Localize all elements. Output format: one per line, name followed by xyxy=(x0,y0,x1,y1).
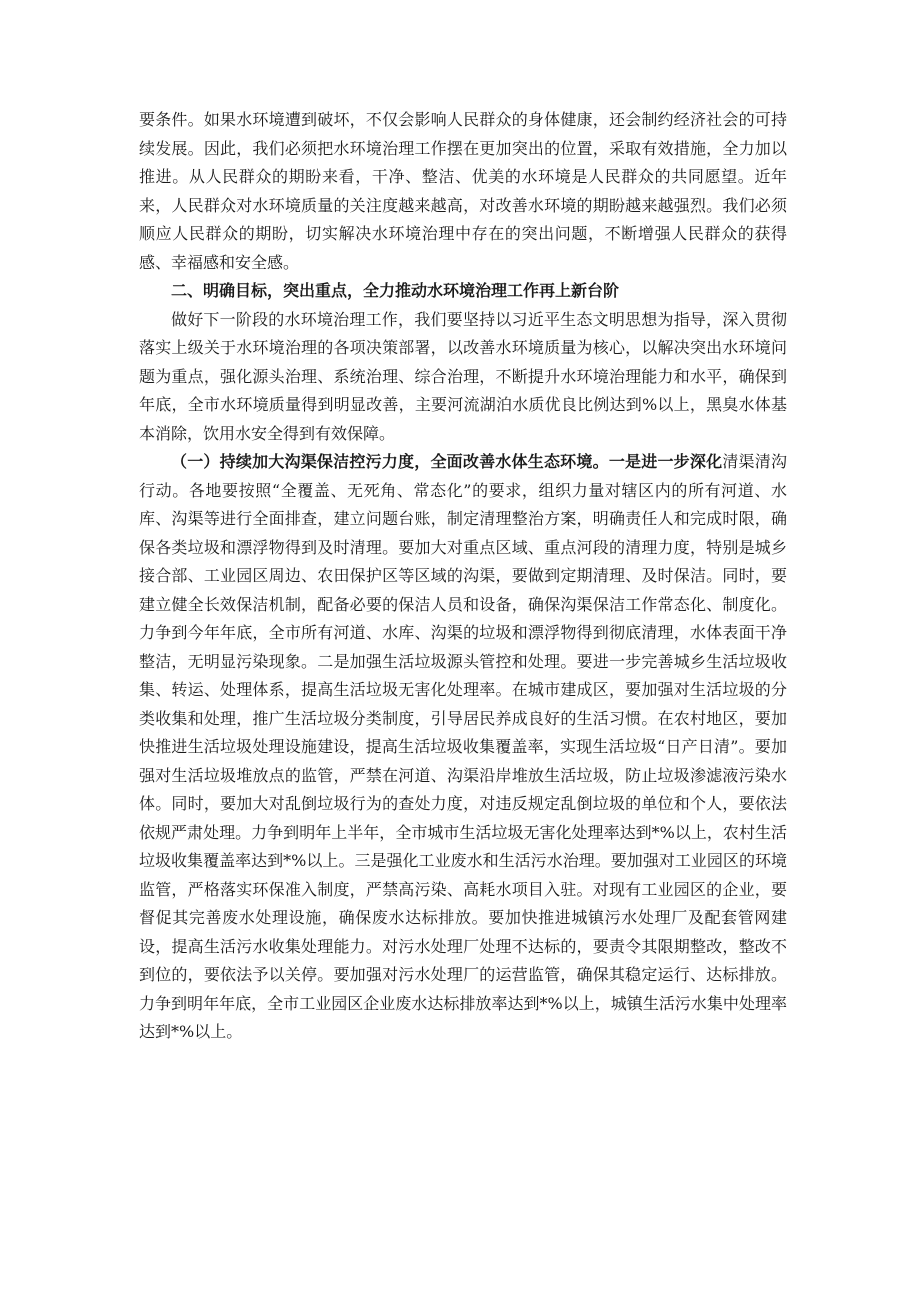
section-heading-2: 二、明确目标，突出重点，全力推动水环境治理工作再上新台阶 xyxy=(171,281,620,300)
paragraph-subsection-1 xyxy=(139,448,787,1047)
subsection-1-body: 清渠清沟行动。各地要按照“全覆盖、无死角、常态化”的要求，组织力量对辖区内的所有河道、水库、沟渠等进行全面排查，建立问题台账，制定清理整治方案，明确责任人和完成时限，确保各类垃圾和漂浮物得到及时清理。要加大对重点区域、重点河段的清理力度，特别是城乡接合部、工业园区周边、农田保护区等区域的沟渠，要做到定期清理、及时保洁。同时，要建立健全长效保洁机制，配备必要的保洁人员和设备，确保沟渠保洁工作常态化、制度化。力争到今年年底，全市所有河道、水库、沟渠的垃圾和漂浮物得到彻底清理，水体表面干净整洁，无明显污染现象。二是加强生活垃圾源头管控和处理。要进一步完善城乡生活垃圾收集、转运、处理体系，提高生活垃圾无害化处理率。在城市建成区，要加强对生活垃圾的分类收集和处理，推广生活垃圾分类制度，引导居民养成良好的生活习惯。在农村地区，要加快推进生活垃圾处理设施建设，提高生活垃圾收集覆盖率，实现生活垃圾“日产日清”。要加强对生活垃圾堆放点的监管，严禁在河道、沟渠沿岸堆放生活垃圾，防止垃圾渗滤液污染水体。同时，要加大对乱倒垃圾行为的查处力度，对违反规定乱倒垃圾的单位和个人，要依法依规严肃处理。力争到明年上半年，全市城市生活垃圾无害化处理率达到*%以上，农村生活垃圾收集覆盖率达到*%以上。三是强化工业废水和生活污水治理。要加强对工业园区的环境监管，严格落实环保准入制度，严禁高污染、高耗水项目入驻。对现有工业园区的企业，要督促其完善废水处理设施，确保废水达标排放。要加快推进城镇污水处理厂及配套管网建设，提高生活污水收集处理能力。对污水处理厂处理不达标的，要责令其限期整改，整改不到位的，要依法予以关停。要加强对污水处理厂的运营监管，确保其稳定运行、达标排放。力争到明年年底，全市工业园区企业废水达标排放率达到*%以上，城镇生活污水集中处理率达到*%以上。 xyxy=(139,452,787,1041)
subsection-1-lead: 一是进一步深化 xyxy=(608,452,723,471)
paragraph-continuation: 要条件。如果水环境遭到破坏，不仅会影响人民群众的身体健康，还会制约经济社会的可持续发展。因此，我们必须把水环境治理工作摆在更加突出的位置，采取有效措施，全力加以推进。从人民群众的期盼来看，干净、整洁、优美的水环境是人民群众的共同愿望。近年来，人民群众对水环境质量的关注度越来越高，对改善水环境的期盼越来越强烈。我们必须顺应人民群众的期盼，切实解决水环境治理中存在的突出问题，不断增强人民群众的获得感、幸福感和安全感。 xyxy=(139,110,787,272)
subsection-1-title: （一）持续加大沟渠保洁控污力度，全面改善水体生态环境。 xyxy=(171,452,609,471)
document-page xyxy=(139,106,787,1047)
paragraph-goals: 做好下一阶段的水环境治理工作，我们要坚持以习近平生态文明思想为指导，深入贯彻落实上级关于水环境治理的各项决策部署，以改善水环境质量为核心，以解决突出水环境问题为重点，强化源头治理、系统治理、综合治理，不断提升水环境治理能力和水平，确保到年底，全市水环境质量得到明显改善，主要河流湖泊水质优良比例达到%以上，黑臭水体基本消除，饮用水安全得到有效保障。 xyxy=(139,309,787,443)
